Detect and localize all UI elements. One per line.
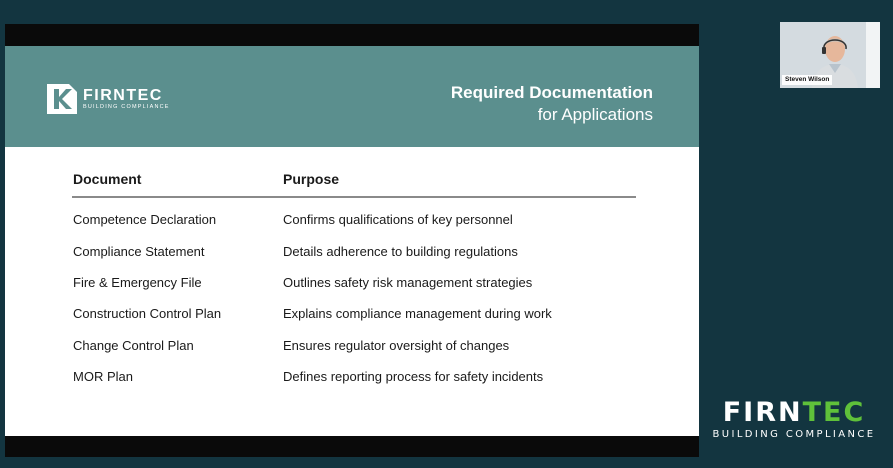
purpose-cell: Explains compliance management during work [283, 306, 552, 322]
document-cell: MOR Plan [73, 369, 133, 385]
document-cell: Change Control Plan [73, 337, 194, 353]
purpose-cell: Ensures regulator oversight of changes [283, 337, 510, 353]
slide-title-line1: Required Documentation [450, 83, 653, 102]
brand-name-part1: FIRN [722, 397, 803, 428]
slide-title-line2: for Applications [537, 105, 653, 124]
table-row [72, 330, 636, 361]
table-header-row [72, 170, 636, 197]
column-header-purpose: Purpose [283, 170, 636, 197]
purpose-cell: Details adherence to building regulations [283, 243, 518, 259]
slide-title [451, 82, 653, 126]
purpose-cell: Confirms qualifications of key personnel [283, 212, 513, 228]
firntec-logo-icon [47, 84, 77, 114]
video-background [866, 22, 880, 88]
presentation-slide [5, 46, 699, 436]
document-cell: Construction Control Plan [73, 306, 222, 322]
logo-subtitle: BUILDING COMPLIANCE [83, 104, 170, 110]
table-row [72, 197, 636, 235]
shared-screen [5, 24, 699, 457]
logo-name: FIRNTEC [83, 87, 163, 104]
document-cell: Competence Declaration [73, 212, 217, 228]
document-cell: Compliance Statement [73, 243, 205, 259]
table-row [72, 235, 636, 266]
brand-logo [704, 398, 884, 441]
participant-video-tile[interactable] [780, 22, 880, 88]
participant-name-label: Steven Wilson [782, 75, 832, 85]
document-cell: Fire & Emergency File [73, 274, 202, 290]
documentation-table [72, 170, 636, 392]
table-row [72, 298, 636, 329]
purpose-cell: Defines reporting process for safety incidents [283, 369, 544, 385]
table-row [72, 267, 636, 298]
brand-name-part2: TEC [802, 397, 866, 428]
table-row [72, 361, 636, 392]
slide-logo [47, 84, 170, 114]
purpose-cell: Outlines safety risk management strategies [283, 274, 533, 290]
brand-name [704, 398, 884, 428]
brand-subtitle: BUILDING COMPLIANCE [712, 429, 876, 440]
slide-header [5, 46, 699, 147]
column-header-document: Document [72, 170, 283, 197]
